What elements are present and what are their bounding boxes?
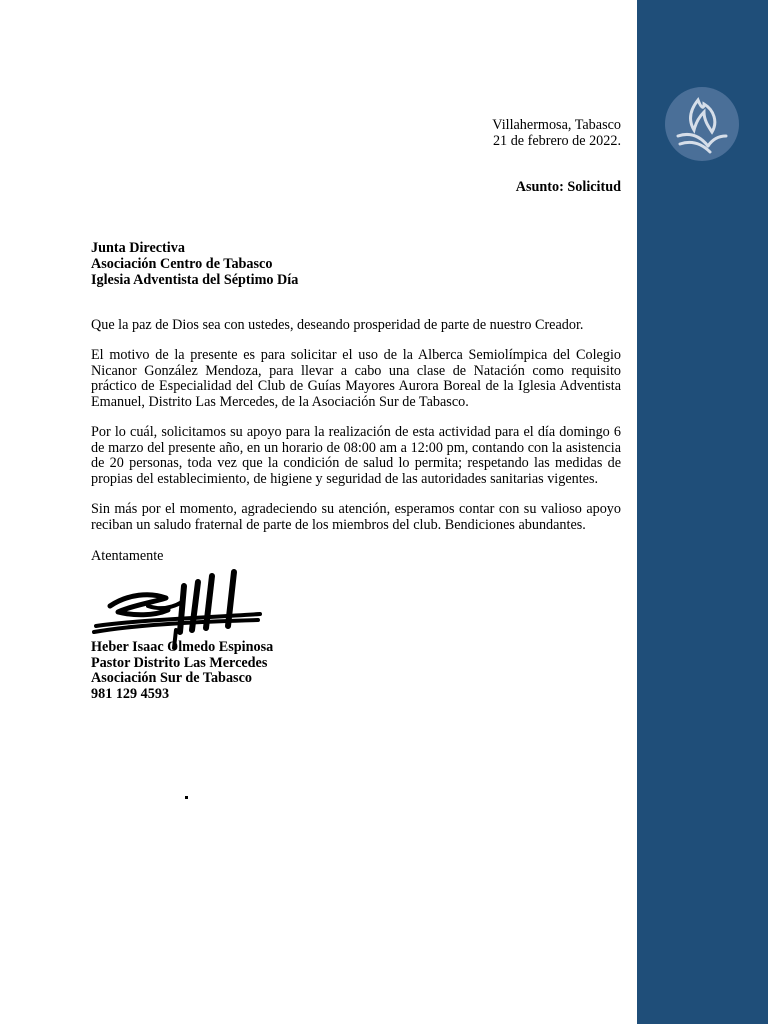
- recipient-line: Junta Directiva: [91, 240, 185, 256]
- stray-dot: [185, 796, 188, 799]
- closing-line: Atentamente: [91, 548, 164, 564]
- recipient-line: Asociación Centro de Tabasco: [91, 256, 273, 272]
- recipient-line: Iglesia Adventista del Séptimo Día: [91, 272, 299, 288]
- body-paragraph: Por lo cuál, solicitamos su apoyo para la realización de esta actividad para el día domingo 6 de marzo del presente año, en un horario de 08:00 am a 12:00 pm, contando con la asistencia de 20 personas, toda vez que la condición de salud lo permita; respetando las medidas de propias del establecimiento, de higiene y seguridad de las autoridades sanitarias vigentes.: [91, 424, 621, 487]
- handwritten-signature: [88, 566, 266, 650]
- signer-phone: 981 129 4593: [91, 685, 170, 702]
- body-paragraph: El motivo de la presente es para solicitar el uso de la Alberca Semiolímpica del Colegio Nicanor González Mendoza, para llevar a cabo una clase de Natación como requisito práctico de Especialidad del Club de Guías Mayores Aurora Boreal de la Iglesia Adventista Emanuel, Distrito Las Mercedes, de la Asociación Sur de Tabasco.: [91, 347, 621, 410]
- church-flame-logo-icon: [664, 86, 740, 162]
- date-line: 21 de febrero de 2022.: [492, 133, 621, 149]
- recipient-block: [91, 240, 298, 288]
- location-line: Villahermosa, Tabasco: [492, 117, 621, 133]
- greeting-paragraph: Que la paz de Dios sea con ustedes, deseando prosperidad de parte de nuestro Creador.: [91, 317, 584, 333]
- signer-title: Pastor Distrito Las Mercedes: [91, 654, 268, 671]
- place-date: [321, 117, 621, 149]
- signer-organization: Asociación Sur de Tabasco: [91, 670, 252, 687]
- body-paragraph: Sin más por el momento, agradeciendo su atención, esperamos contar con su valioso apoyo reciban un saludo fraternal de parte de los miembros del club. Bendiciones abundantes.: [91, 501, 621, 533]
- signer-name: Heber Isaac Olmedo Espinosa: [91, 639, 274, 655]
- subject-line: Asunto: Solicitud: [515, 179, 621, 195]
